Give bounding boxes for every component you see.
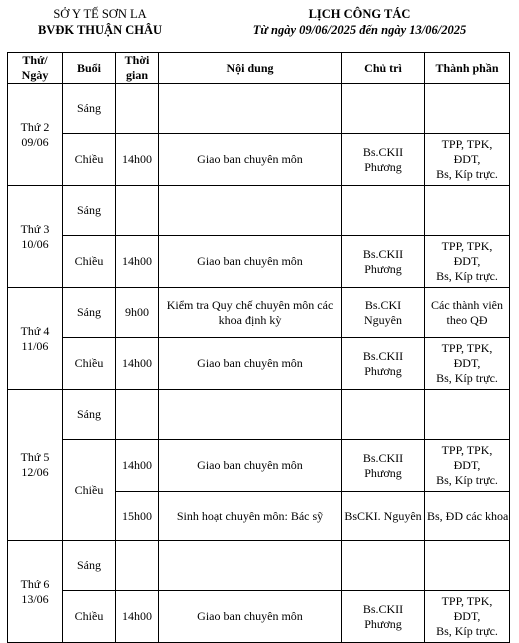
session-cell: Sáng [63, 186, 116, 236]
chair-cell [342, 84, 425, 134]
session-cell: Chiều [63, 338, 116, 390]
time-cell: 9h00 [116, 288, 159, 338]
table-row [8, 84, 510, 134]
members-cell: TPP, TPK, ĐDT, Bs, Kíp trực. [425, 338, 510, 390]
session-cell: Chiều [63, 134, 116, 186]
day-cell: Thứ 6 13/06 [8, 541, 63, 643]
table-row [8, 390, 510, 440]
table-row [8, 440, 510, 492]
members-cell: TPP, TPK, ĐDT, Bs, Kíp trực. [425, 236, 510, 288]
time-cell [116, 186, 159, 236]
table-header-row [8, 53, 510, 84]
chair-cell: BsCKI. Nguyên [342, 492, 425, 541]
session-cell: Sáng [63, 84, 116, 134]
session-cell: Chiều [63, 236, 116, 288]
content-cell: Giao ban chuyên môn [159, 134, 342, 186]
col-members-header: Thành phần [425, 53, 510, 84]
schedule-title: LỊCH CÔNG TÁC [308, 7, 411, 21]
content-cell: Giao ban chuyên môn [159, 338, 342, 390]
time-cell: 14h00 [116, 440, 159, 492]
col-day-header: Thứ/ Ngày [8, 53, 63, 84]
session-cell: Sáng [63, 541, 116, 591]
chair-cell: Bs.CKII Phương [342, 236, 425, 288]
table-row [8, 591, 510, 643]
content-cell: Kiểm tra Quy chế chuyên môn các khoa định kỳ [159, 288, 342, 338]
content-cell [159, 84, 342, 134]
members-cell: TPP, TPK, ĐDT, Bs, Kíp trực. [425, 591, 510, 643]
chair-cell [342, 541, 425, 591]
chair-cell: Bs.CKII Phương [342, 134, 425, 186]
time-cell: 15h00 [116, 492, 159, 541]
members-cell: TPP, TPK, ĐDT, Bs, Kíp trực. [425, 440, 510, 492]
table-row [8, 338, 510, 390]
members-cell [425, 390, 510, 440]
day-cell: Thứ 2 09/06 [8, 84, 63, 186]
chair-cell: Bs.CKII Phương [342, 338, 425, 390]
time-cell: 14h00 [116, 134, 159, 186]
members-cell [425, 541, 510, 591]
content-cell [159, 541, 342, 591]
members-cell [425, 84, 510, 134]
content-cell: Giao ban chuyên môn [159, 236, 342, 288]
content-cell [159, 186, 342, 236]
org-hospital: BVĐK THUẬN CHÂU [37, 23, 163, 37]
content-cell: Giao ban chuyên môn [159, 591, 342, 643]
session-cell: Sáng [63, 390, 116, 440]
time-cell [116, 390, 159, 440]
time-cell: 14h00 [116, 236, 159, 288]
col-content-header: Nội dung [159, 53, 342, 84]
time-cell: 14h00 [116, 338, 159, 390]
session-cell: Chiều [63, 440, 116, 541]
col-chair-header: Chủ trì [342, 53, 425, 84]
schedule-header [200, 6, 519, 38]
table-row [8, 236, 510, 288]
day-cell: Thứ 4 11/06 [8, 288, 63, 390]
members-cell: Các thành viên theo QĐ [425, 288, 510, 338]
content-cell: Giao ban chuyên môn [159, 440, 342, 492]
organization-header [0, 6, 200, 38]
session-cell: Sáng [63, 288, 116, 338]
day-cell: Thứ 3 10/06 [8, 186, 63, 288]
content-cell: Sinh hoạt chuyên môn: Bác sỹ [159, 492, 342, 541]
table-row [8, 134, 510, 186]
time-cell [116, 541, 159, 591]
schedule-table [7, 52, 510, 643]
table-row [8, 541, 510, 591]
col-time-header: Thời gian [116, 53, 159, 84]
chair-cell [342, 390, 425, 440]
chair-cell: Bs.CKI Nguyên [342, 288, 425, 338]
members-cell: Bs, ĐD các khoa [425, 492, 510, 541]
content-cell [159, 390, 342, 440]
col-session-header: Buổi [63, 53, 116, 84]
members-cell: TPP, TPK, ĐDT, Bs, Kíp trực. [425, 134, 510, 186]
time-cell [116, 84, 159, 134]
time-cell: 14h00 [116, 591, 159, 643]
chair-cell: Bs.CKII Phương [342, 440, 425, 492]
schedule-date-range: Từ ngày 09/06/2025 đến ngày 13/06/2025 [252, 23, 467, 37]
session-cell: Chiều [63, 591, 116, 643]
chair-cell [342, 186, 425, 236]
org-department: SỞ Y TẾ SƠN LA [53, 7, 147, 21]
table-row [8, 288, 510, 338]
day-cell: Thứ 5 12/06 [8, 390, 63, 541]
chair-cell: Bs.CKII Phương [342, 591, 425, 643]
table-row [8, 186, 510, 236]
members-cell [425, 186, 510, 236]
